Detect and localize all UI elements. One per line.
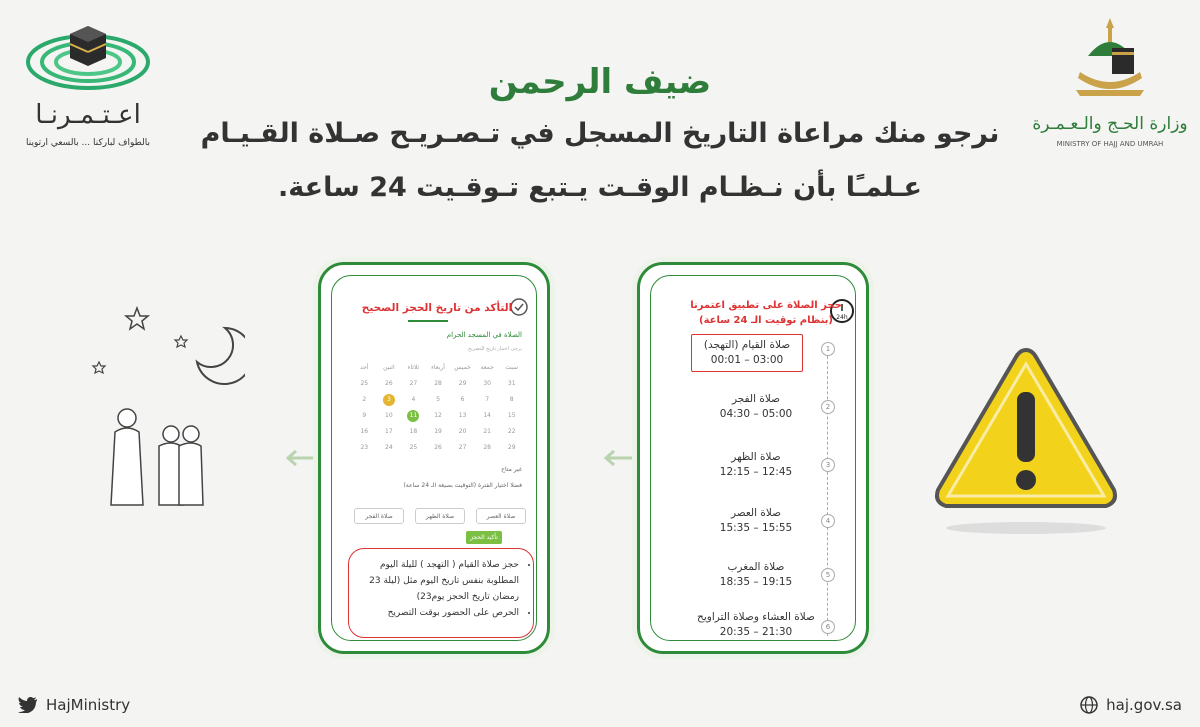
slot-time: 15:35 – 15:55 (719, 522, 793, 534)
headline-line-1: نرجو منك مراعاة التاريخ المسجل في تـصـريـح صـلاة القـيـام (200, 118, 1000, 149)
ministry-logo (1030, 12, 1190, 152)
slot-dhuhr (691, 450, 821, 480)
umrah-brand-name: اعـتـمـرنـا (35, 100, 141, 130)
ministry-name-english: MINISTRY OF HAJJ AND UMRAH (1056, 140, 1164, 148)
worshippers-illustration (85, 300, 245, 520)
slot-name: صلاة الظهر (731, 451, 781, 463)
period-option[interactable]: فضلا اختيار الفترة (التوقيت بصيغة الـ 24 ساعة) (403, 482, 522, 489)
calendar-day[interactable]: 27 (458, 444, 467, 451)
calendar-day[interactable]: 15 (507, 412, 516, 419)
calendar-day[interactable]: 7 (485, 396, 490, 403)
booking-date-phone (318, 262, 550, 654)
page-title: ضيف الرحمن (488, 62, 712, 102)
calendar-day[interactable]: 24 (385, 444, 393, 451)
calendar-day[interactable]: 18 (409, 428, 418, 435)
period-chips (354, 508, 526, 524)
calendar-day[interactable]: 29 (507, 444, 516, 451)
website-link[interactable] (1080, 696, 1182, 714)
verify-date-heading: التأكد من تاريخ الحجز الصحيح (361, 302, 513, 314)
calendar-day[interactable]: 20 (458, 428, 467, 435)
confirm-booking-button[interactable]: تأكيد الحجز (466, 531, 502, 544)
calendar-day-today[interactable]: 3 (383, 394, 395, 406)
heading-underline (408, 320, 448, 322)
globe-icon (1080, 696, 1098, 714)
website-text: haj.gov.sa (1106, 696, 1182, 714)
prayer-times-phone (637, 262, 869, 654)
calendar-day[interactable]: 13 (458, 412, 467, 419)
step-marker: 2 (821, 400, 835, 414)
slot-name: صلاة العصر (730, 507, 782, 519)
slot-time: 12:15 – 12:45 (719, 466, 793, 478)
star-icon (93, 362, 105, 373)
step-marker: 5 (821, 568, 835, 582)
step-marker: 6 (821, 620, 835, 634)
calendar-day[interactable]: 21 (483, 428, 491, 435)
calendar-day[interactable]: 27 (409, 380, 418, 387)
step-marker: 4 (821, 514, 835, 528)
arrow-left-icon (600, 448, 636, 468)
note-item: • حجز صلاة القيام ( التهجد ) لليلة اليوم المطلوبة بنفس تاريخ اليوم مثل (ليلة 23 رمضان تاريخ الحجز يوم23) (357, 557, 519, 605)
slot-qiyam (691, 334, 803, 372)
booking-heading-line-2: (بنظام توقيت الـ 24 ساعة) (699, 315, 833, 326)
calendar-day[interactable]: 22 (507, 428, 516, 435)
calendar-day[interactable]: 4 (411, 396, 416, 403)
calendar-day[interactable]: 30 (483, 380, 491, 387)
calendar-day[interactable]: 25 (360, 380, 369, 387)
weekday-label: أحد (360, 364, 369, 371)
step-marker: 1 (821, 342, 835, 356)
slot-time: 04:30 – 05:00 (719, 408, 793, 420)
calendar-day[interactable]: 10 (385, 412, 393, 419)
calendar-day-selected[interactable]: 11 (407, 410, 419, 422)
calendar-day[interactable]: 31 (507, 380, 516, 387)
period-chip-asr[interactable]: صلاة الفجر (354, 508, 404, 524)
arrow-left-icon (282, 448, 318, 468)
booking-notes (348, 548, 534, 638)
date-hint: يرجى اختيار تاريخ للتصريح (468, 346, 522, 352)
calendar-day[interactable]: 29 (458, 380, 467, 387)
slot-time: 18:35 – 19:15 (719, 576, 793, 588)
calendar-day[interactable]: 9 (362, 412, 367, 419)
timeline-line (827, 346, 828, 636)
slot-name: صلاة العشاء وصلاة التراويح (697, 611, 815, 623)
star-icon (126, 308, 148, 329)
calendar-day[interactable]: 25 (409, 444, 418, 451)
twitter-icon (18, 697, 38, 713)
twitter-handle-text: HajMinistry (46, 696, 131, 714)
slot-isha (691, 610, 821, 640)
slot-time: 20:35 – 21:30 (719, 626, 793, 638)
calendar-grid[interactable] (352, 362, 524, 454)
kaaba-rings-icon (18, 14, 158, 104)
booking-heading (681, 298, 851, 328)
calendar-day[interactable]: 28 (483, 444, 491, 451)
calendar-day[interactable]: 12 (434, 412, 442, 419)
weekday-label: ثلاثاء (407, 364, 420, 371)
weekday-label: اثنين (383, 364, 395, 371)
period-chip-fajr[interactable]: صلاة العصر (476, 508, 526, 524)
clock-label: 24h (836, 314, 848, 321)
calendar-day[interactable]: 26 (434, 444, 442, 451)
mosque-label: الصلاة في المسجد الحرام (446, 331, 522, 339)
umrah-tagline: بالطواف لباركنا ... بالسعي ارتوينا (26, 138, 150, 148)
period-chip-dhuhr[interactable]: صلاة الظهر (415, 508, 465, 524)
calendar-day[interactable]: 6 (460, 396, 465, 403)
calendar-day[interactable]: 2 (362, 396, 367, 403)
slot-maghrib (691, 560, 821, 590)
calendar-day[interactable]: 5 (436, 396, 440, 403)
slot-fajr (691, 392, 821, 422)
calendar-day[interactable]: 28 (434, 380, 442, 387)
weekday-label: جمعة (480, 364, 494, 371)
slot-name: صلاة القيام (التهجد) (703, 339, 791, 351)
calendar-day[interactable]: 23 (360, 444, 369, 451)
slot-name: صلاة المغرب (727, 561, 785, 573)
calendar-day[interactable]: 16 (360, 428, 369, 435)
headline-line-2: عـلمـًا بأن نـظـام الوقـت يـتبع تـوقـيت 24 ساعة. (278, 172, 922, 203)
twitter-handle[interactable] (18, 696, 130, 714)
step-marker: 3 (821, 458, 835, 472)
weekday-label: سبت (505, 364, 519, 371)
booking-heading-line-1: حجز الصلاة على تطبيق اعتمرنا (690, 300, 842, 311)
ministry-emblem-icon (1030, 12, 1190, 112)
calendar-day[interactable]: 14 (483, 412, 491, 419)
warning-triangle-icon (928, 340, 1124, 536)
calendar-day[interactable]: 8 (509, 396, 514, 403)
slot-name: صلاة الفجر (731, 393, 781, 405)
calendar-day[interactable]: 19 (434, 428, 442, 435)
unavailable-option[interactable]: غير متاح (501, 466, 522, 473)
weekday-label: أربعاء (431, 364, 445, 371)
calendar-day[interactable]: 26 (385, 380, 393, 387)
calendar-day[interactable]: 17 (385, 428, 393, 435)
star-icon (175, 336, 187, 347)
weekday-label: خميس (454, 364, 471, 371)
umrah-app-logo (18, 14, 158, 154)
ministry-name-arabic: وزارة الحـج والـعـمـرة (1032, 114, 1188, 134)
crescent-moon-icon (197, 328, 245, 384)
note-item: • الحرص على الحضور بوقت التصريح (357, 605, 519, 621)
slot-asr (691, 506, 821, 536)
slot-time: 00:01 – 03:00 (710, 354, 784, 366)
